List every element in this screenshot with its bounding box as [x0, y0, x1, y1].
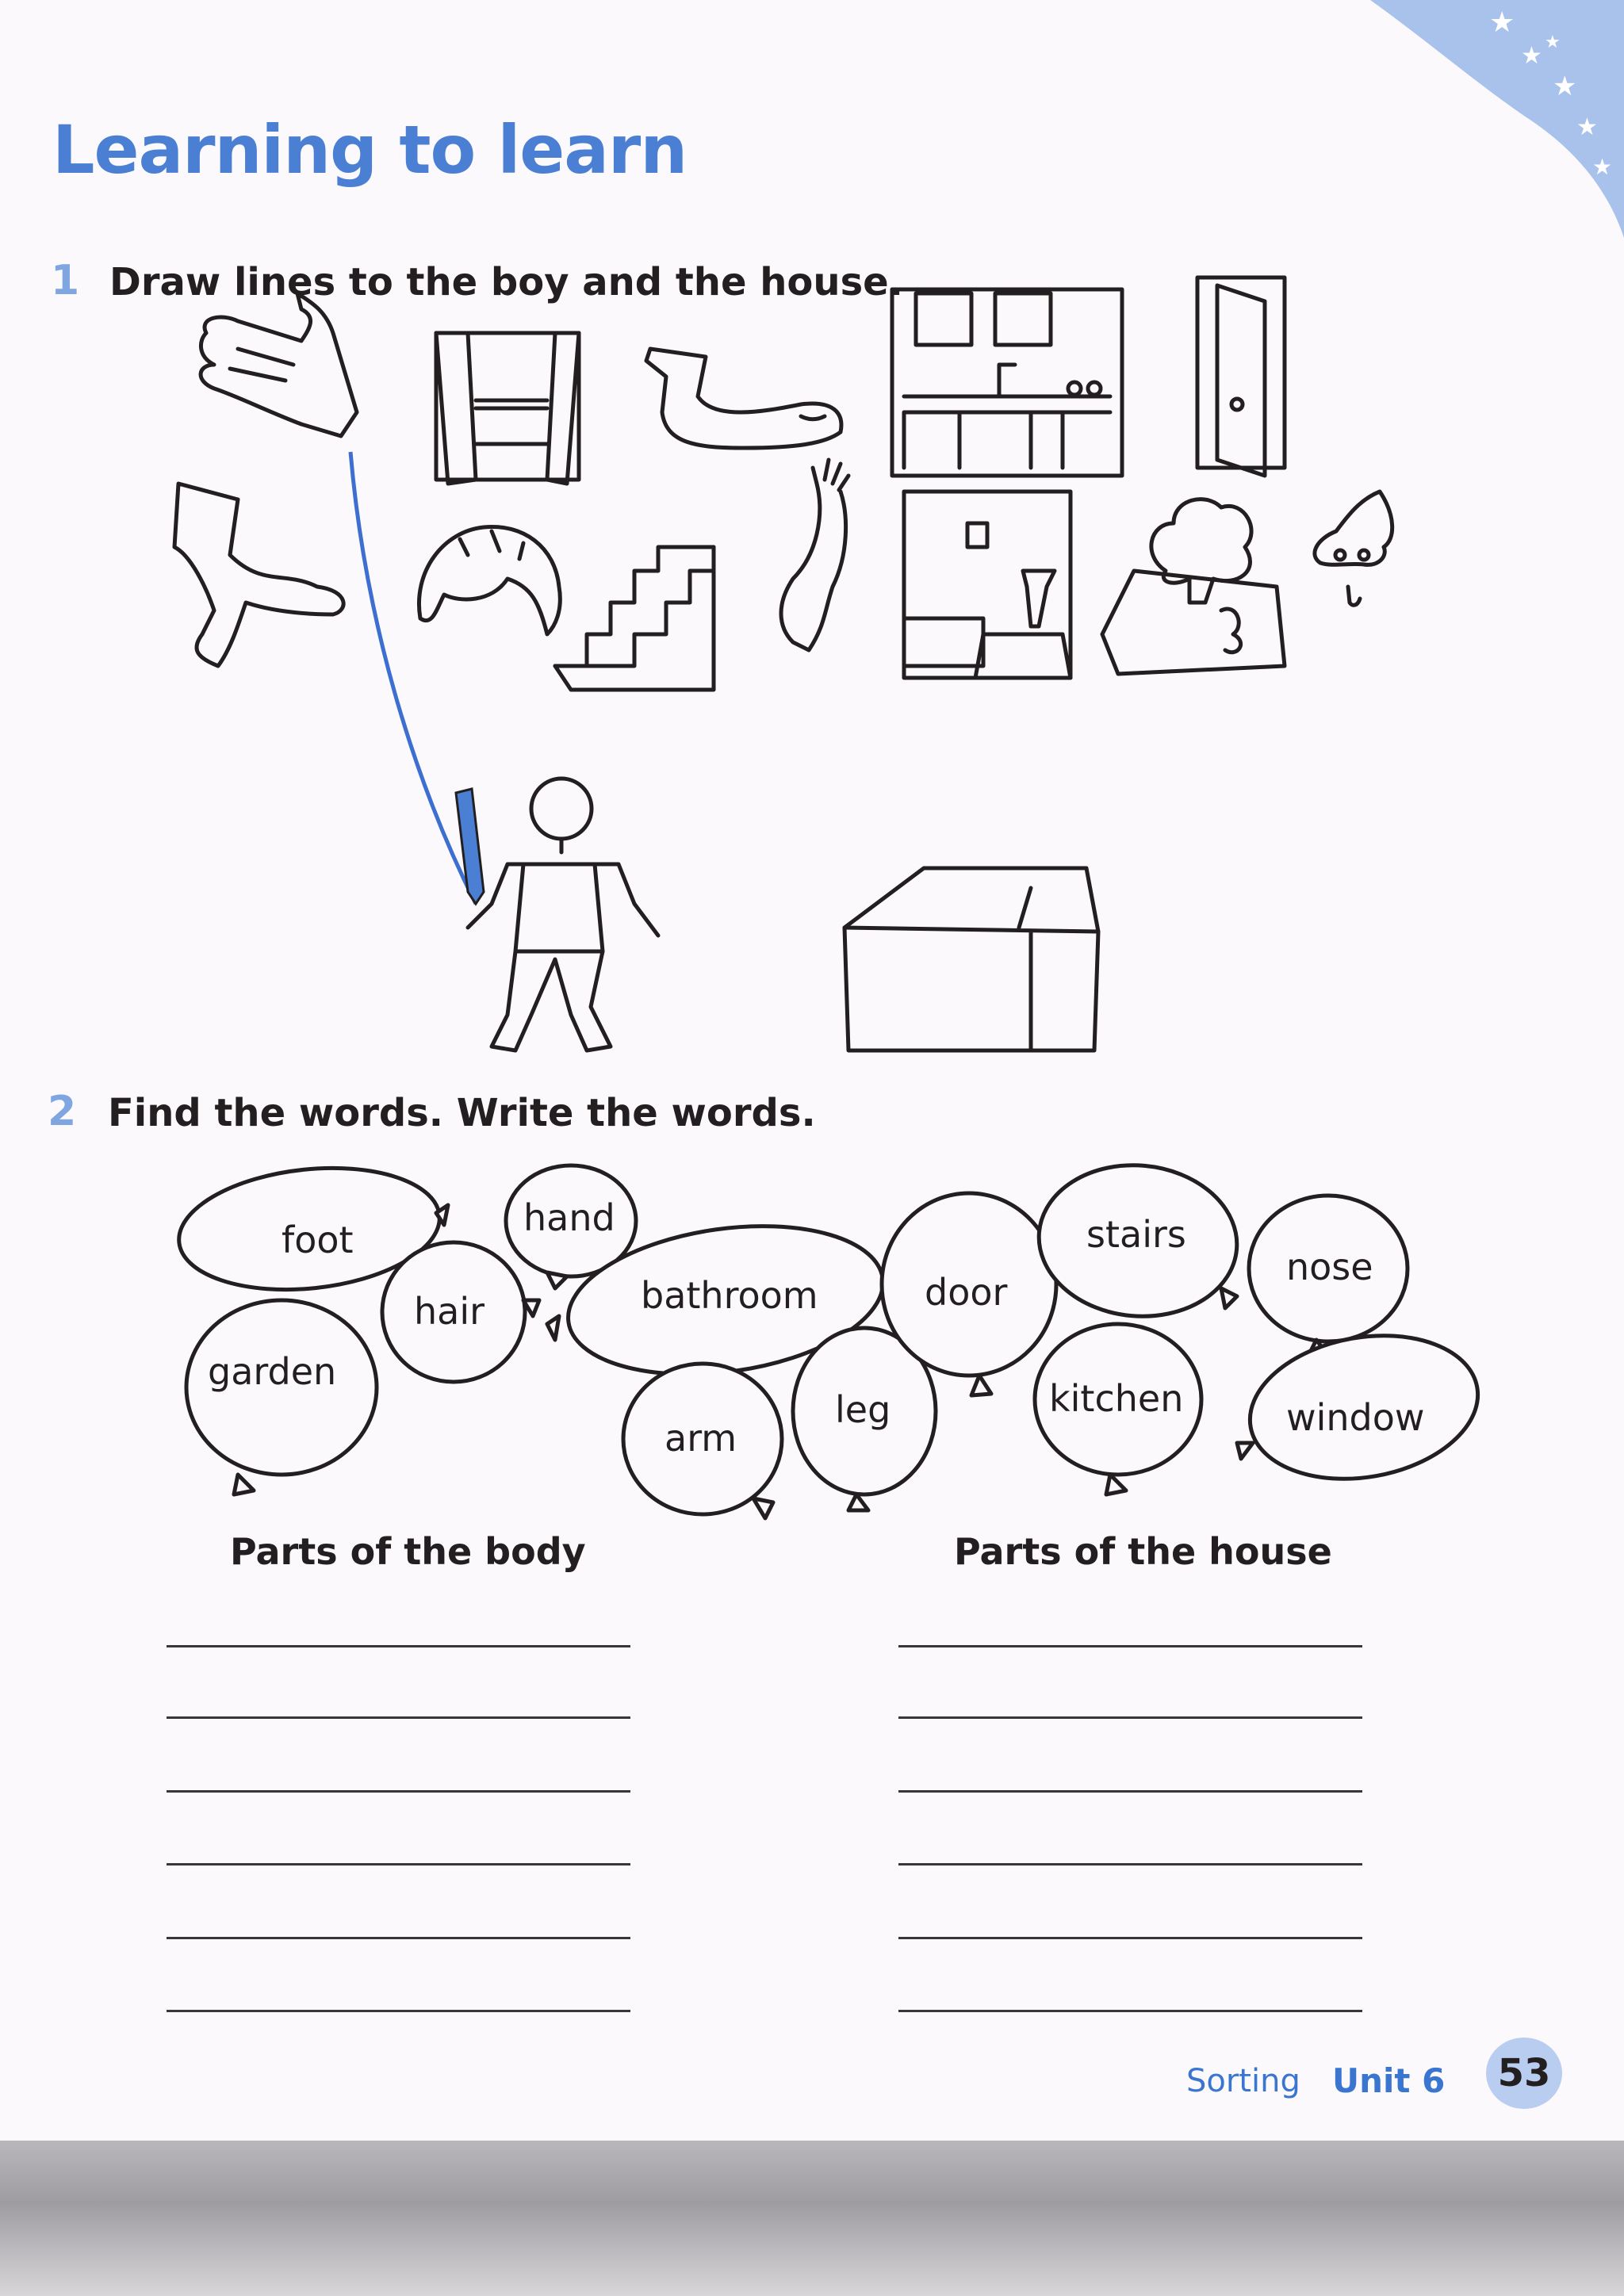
balloon-nose: [1249, 1196, 1408, 1356]
column-heading-house: Parts of the house: [954, 1530, 1332, 1573]
exercise-1-number: 1: [51, 257, 80, 304]
answer-line-house[interactable]: [898, 1937, 1362, 1939]
answer-line-body[interactable]: [167, 1790, 630, 1793]
answer-line-body[interactable]: [167, 1937, 630, 1939]
footer-section-label: Sorting: [1186, 2063, 1300, 2099]
answer-line-house[interactable]: [898, 1716, 1362, 1719]
answer-line-body[interactable]: [167, 1716, 630, 1719]
answer-line-house[interactable]: [898, 1790, 1362, 1793]
svg-text:★: ★: [1521, 42, 1542, 70]
svg-text:hair: hair: [414, 1290, 485, 1333]
exercise-2-number: 2: [48, 1088, 77, 1135]
svg-text:door: door: [925, 1271, 1008, 1314]
balloon-hair: [382, 1242, 539, 1382]
exercise-2-instruction: Find the words. Write the words.: [108, 1091, 816, 1135]
answer-line-house[interactable]: [898, 1645, 1362, 1647]
answer-line-body[interactable]: [167, 1645, 630, 1647]
balloon-garden: [186, 1300, 377, 1494]
svg-text:nose: nose: [1286, 1246, 1373, 1288]
svg-text:★: ★: [1489, 6, 1515, 39]
page-number: 53: [1497, 2051, 1551, 2095]
column-heading-body: Parts of the body: [230, 1530, 586, 1573]
answer-line-house[interactable]: [898, 1863, 1362, 1866]
svg-text:stairs: stairs: [1086, 1213, 1186, 1256]
balloon-window: [1237, 1318, 1489, 1496]
page-title: Learning to learn: [52, 111, 688, 189]
answer-line-house[interactable]: [898, 2010, 1362, 2012]
balloon-stairs: [1032, 1157, 1243, 1324]
answer-line-body[interactable]: [167, 1863, 630, 1866]
svg-text:arm: arm: [665, 1417, 737, 1460]
svg-text:garden: garden: [208, 1350, 337, 1393]
svg-text:window: window: [1286, 1396, 1425, 1439]
svg-text:hand: hand: [523, 1196, 615, 1239]
balloon-word: foot: [282, 1219, 354, 1261]
balloon-kitchen: [1035, 1324, 1201, 1494]
exercise-1-instruction: Draw lines to the boy and the house.: [109, 260, 903, 304]
page-number-badge: [1486, 2038, 1562, 2109]
svg-text:leg: leg: [835, 1388, 891, 1431]
svg-text:kitchen: kitchen: [1049, 1377, 1184, 1420]
svg-text:bathroom: bathroom: [641, 1274, 818, 1317]
footer-unit-label: Unit 6: [1332, 2061, 1446, 2100]
svg-text:★: ★: [1545, 33, 1561, 52]
balloon-arm: [623, 1364, 782, 1518]
svg-text:★: ★: [1592, 154, 1613, 180]
svg-text:★: ★: [1553, 71, 1577, 102]
svg-text:★: ★: [1576, 113, 1598, 141]
answer-line-body[interactable]: [167, 2010, 630, 2012]
scan-edge-shadow: [0, 2141, 1624, 2296]
